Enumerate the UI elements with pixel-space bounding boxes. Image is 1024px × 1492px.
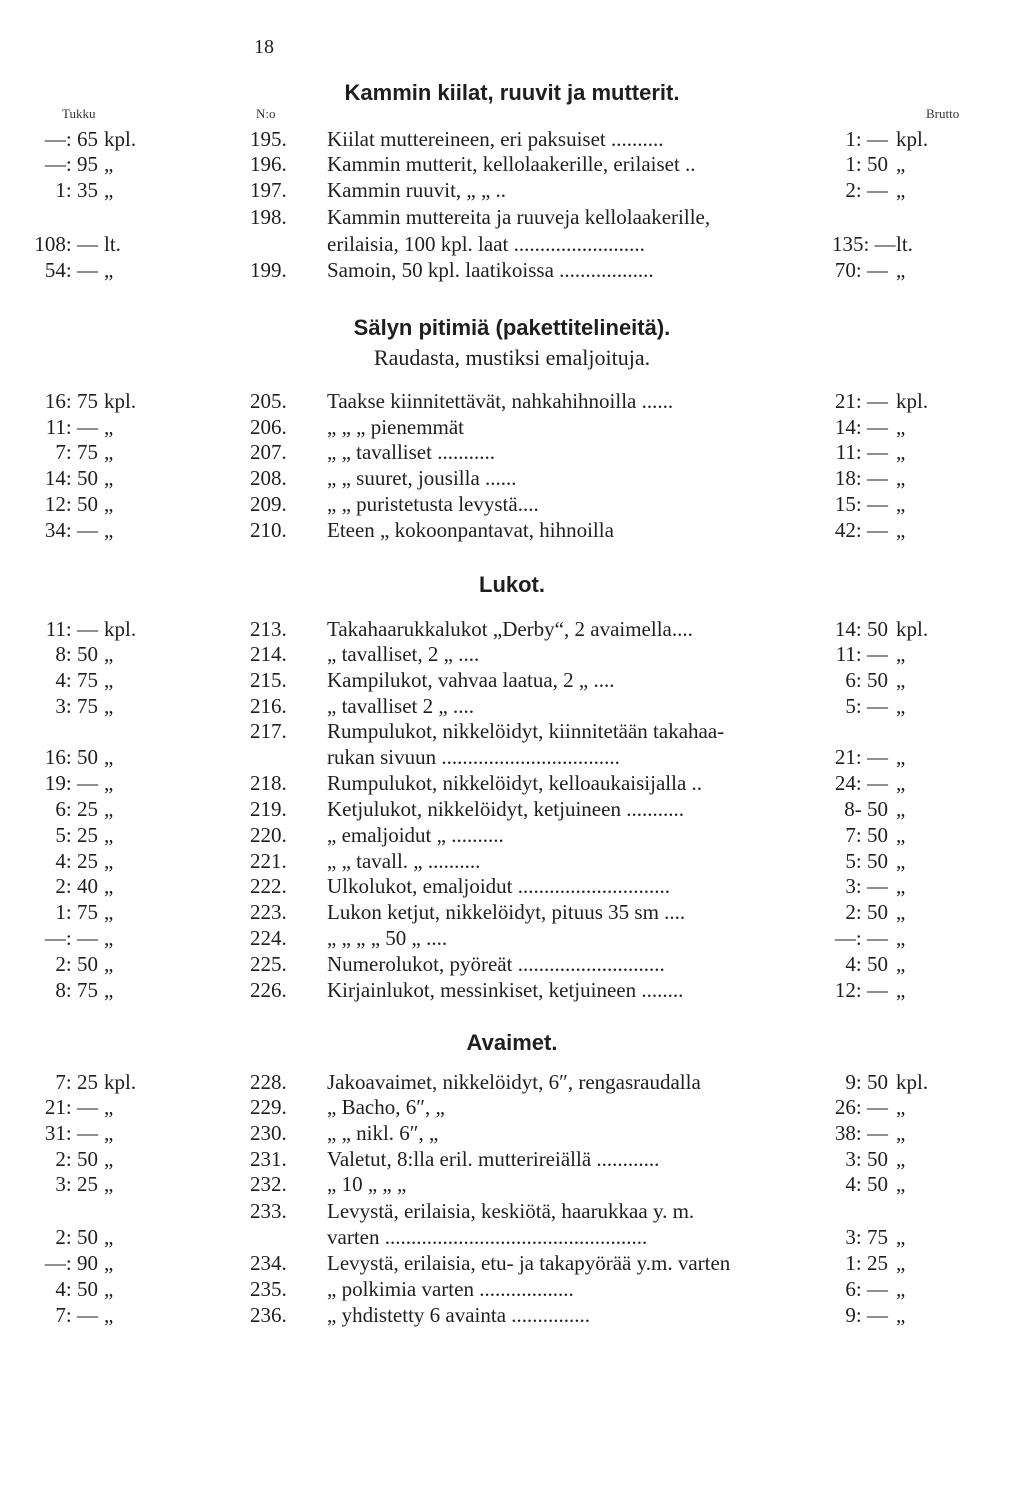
item-description: Rumpulukot, nikkelöidyt, kelloaukaisijalla .. xyxy=(327,771,703,795)
gross-price: 5: — xyxy=(845,694,888,718)
item-number: 207. xyxy=(250,440,287,464)
gross-unit: „ xyxy=(896,518,906,542)
gross-price: 4: 50 xyxy=(845,952,888,976)
wholesale-price: 8: 50 xyxy=(55,642,98,666)
item-number: 220. xyxy=(250,823,287,847)
price-row xyxy=(0,978,1024,1003)
wholesale-price: 11: — xyxy=(45,415,98,439)
wholesale-unit: „ xyxy=(104,178,114,202)
item-description: „ polkimia varten .................. xyxy=(327,1277,574,1301)
item-description: Taakse kiinnitettävät, nahkahihnoilla ...... xyxy=(327,389,674,413)
page-number: 18 xyxy=(254,36,274,58)
gross-unit: „ xyxy=(896,694,906,718)
gross-unit: „ xyxy=(896,642,906,666)
price-row xyxy=(0,797,1024,822)
gross-price: 21: — xyxy=(834,745,888,769)
gross-unit: „ xyxy=(896,874,906,898)
item-description: Valetut, 8:lla eril. mutterireiällä ............ xyxy=(327,1147,660,1171)
item-description: Numerolukot, pyöreät ............................ xyxy=(327,952,665,976)
gross-unit: „ xyxy=(896,1121,906,1145)
wholesale-price: 7: 25 xyxy=(55,1070,98,1094)
wholesale-price: 4: 75 xyxy=(55,668,98,692)
wholesale-price: 19: — xyxy=(44,771,98,795)
item-number: 221. xyxy=(250,849,287,873)
item-description: Kirjainlukot, messinkiset, ketjuineen ........ xyxy=(327,978,684,1002)
wholesale-price: 8: 75 xyxy=(55,978,98,1002)
item-description: Kampilukot, vahvaa laatua, 2 „ .... xyxy=(327,668,615,692)
item-description: Takahaarukkalukot „Derby“, 2 avaimella.... xyxy=(327,617,693,641)
gross-unit: „ xyxy=(896,1095,906,1119)
wholesale-unit: „ xyxy=(104,1303,114,1327)
wholesale-unit: „ xyxy=(104,745,114,769)
gross-unit: „ xyxy=(896,771,906,795)
wholesale-unit: „ xyxy=(104,492,114,516)
item-description: Samoin, 50 kpl. laatikoissa .................. xyxy=(327,258,654,282)
gross-unit: „ xyxy=(896,492,906,516)
header-no: N:o xyxy=(256,106,276,121)
wholesale-price: 1: 35 xyxy=(55,178,98,202)
wholesale-unit: „ xyxy=(104,694,114,718)
price-row xyxy=(0,719,1024,744)
item-description: „ emaljoidut „ .......... xyxy=(327,823,504,847)
item-number: 195. xyxy=(250,127,287,151)
price-row xyxy=(0,1095,1024,1120)
wholesale-price: 21: — xyxy=(44,1095,98,1119)
gross-unit: kpl. xyxy=(896,1070,929,1094)
wholesale-price: 108: — xyxy=(34,232,98,256)
item-number: 210. xyxy=(250,518,287,542)
item-number: 223. xyxy=(250,900,287,924)
item-description: „ tavalliset, 2 „ .... xyxy=(327,642,480,666)
item-description: „ „ suuret, jousilla ...... xyxy=(327,466,517,490)
gross-unit: „ xyxy=(896,1147,906,1171)
wholesale-price: 11: — xyxy=(45,617,98,641)
wholesale-unit: „ xyxy=(104,1225,114,1249)
item-number: 230. xyxy=(250,1121,287,1145)
item-description: rukan sivuun .................................. xyxy=(327,745,620,769)
item-number: 229. xyxy=(250,1095,287,1119)
wholesale-price: 3: 25 xyxy=(55,1172,98,1196)
wholesale-unit: „ xyxy=(104,518,114,542)
wholesale-unit: „ xyxy=(104,415,114,439)
gross-price: 3: 75 xyxy=(845,1225,888,1249)
gross-unit: „ xyxy=(896,1251,906,1275)
item-number: 215. xyxy=(250,668,287,692)
gross-price: 18: — xyxy=(834,466,888,490)
gross-price: 9: — xyxy=(845,1303,888,1327)
gross-price: 4: 50 xyxy=(845,1172,888,1196)
gross-price: 1: 25 xyxy=(845,1251,888,1275)
price-row xyxy=(0,205,1024,230)
item-number: 232. xyxy=(250,1172,287,1196)
price-row xyxy=(0,258,1024,283)
wholesale-unit: kpl. xyxy=(104,389,137,413)
item-description: Levystä, erilaisia, etu- ja takapyörää y.m. varten xyxy=(327,1251,731,1275)
item-number: 205. xyxy=(250,389,287,413)
wholesale-unit: „ xyxy=(104,952,114,976)
gross-price: 3: 50 xyxy=(845,1147,888,1171)
wholesale-unit: „ xyxy=(104,771,114,795)
header-tukku: Tukku xyxy=(62,106,96,121)
price-row xyxy=(0,617,1024,642)
wholesale-unit: „ xyxy=(104,874,114,898)
gross-unit: kpl. xyxy=(896,127,929,151)
gross-unit: „ xyxy=(896,797,906,821)
wholesale-unit: „ xyxy=(104,1121,114,1145)
wholesale-price: —: 90 xyxy=(44,1251,98,1275)
gross-price: 24: — xyxy=(834,771,888,795)
wholesale-price: 4: 50 xyxy=(55,1277,98,1301)
gross-unit: „ xyxy=(896,1277,906,1301)
wholesale-unit: „ xyxy=(104,900,114,924)
item-number: 209. xyxy=(250,492,287,516)
item-number: 217. xyxy=(250,719,287,743)
gross-unit: „ xyxy=(896,823,906,847)
gross-unit: „ xyxy=(896,668,906,692)
wholesale-unit: „ xyxy=(104,1147,114,1171)
wholesale-price: 14: 50 xyxy=(44,466,98,490)
gross-price: 8- 50 xyxy=(844,797,888,821)
item-description: „ „ tavalliset ........... xyxy=(327,440,495,464)
item-description: Ketjulukot, nikkelöidyt, ketjuineen ........... xyxy=(327,797,684,821)
gross-unit: „ xyxy=(896,745,906,769)
price-row xyxy=(0,1277,1024,1302)
item-description: „ Bacho, 6″, „ xyxy=(327,1095,445,1119)
wholesale-unit: „ xyxy=(104,466,114,490)
gross-unit: „ xyxy=(896,258,906,282)
wholesale-price: 34: — xyxy=(44,518,98,542)
wholesale-unit: „ xyxy=(104,849,114,873)
gross-price: 2: 50 xyxy=(845,900,888,924)
gross-price: 15: — xyxy=(834,492,888,516)
item-description: Rumpulukot, nikkelöidyt, kiinnitetään takahaa- xyxy=(327,719,725,743)
gross-price: 5: 50 xyxy=(845,849,888,873)
item-number: 198. xyxy=(250,205,287,229)
item-number: 225. xyxy=(250,952,287,976)
price-row xyxy=(0,127,1024,152)
gross-price: 1: 50 xyxy=(845,152,888,176)
price-row xyxy=(0,771,1024,796)
gross-price: 38: — xyxy=(834,1121,888,1145)
gross-unit: „ xyxy=(896,440,906,464)
wholesale-price: 1: 75 xyxy=(55,900,98,924)
wholesale-price: 31: — xyxy=(44,1121,98,1145)
wholesale-unit: „ xyxy=(104,258,114,282)
wholesale-price: 4: 25 xyxy=(55,849,98,873)
wholesale-unit: „ xyxy=(104,152,114,176)
price-row xyxy=(0,1147,1024,1172)
gross-price: 14: — xyxy=(834,415,888,439)
price-row xyxy=(0,1172,1024,1197)
gross-unit: „ xyxy=(896,1225,906,1249)
item-description: Lukon ketjut, nikkelöidyt, pituus 35 sm .... xyxy=(327,900,686,924)
price-row xyxy=(0,900,1024,925)
wholesale-unit: „ xyxy=(104,1251,114,1275)
wholesale-price: —: 95 xyxy=(44,152,98,176)
item-description: „ „ „ „ 50 „ .... xyxy=(327,926,448,950)
gross-price: 9: 50 xyxy=(845,1070,888,1094)
item-description: Kammin mutterit, kellolaakerille, erilaiset .. xyxy=(327,152,696,176)
gross-price: 21: — xyxy=(834,389,888,413)
section-title: Lukot. xyxy=(479,572,545,597)
item-number: 199. xyxy=(250,258,287,282)
wholesale-unit: „ xyxy=(104,1277,114,1301)
wholesale-price: 6: 25 xyxy=(55,797,98,821)
price-row xyxy=(0,178,1024,203)
wholesale-unit: kpl. xyxy=(104,617,137,641)
item-description: erilaisia, 100 kpl. laat ......................... xyxy=(327,232,645,256)
price-row xyxy=(0,152,1024,177)
section-subtitle: Raudasta, mustiksi emaljoituja. xyxy=(373,345,651,370)
price-row xyxy=(0,518,1024,543)
wholesale-unit: „ xyxy=(104,440,114,464)
gross-price: 12: — xyxy=(834,978,888,1002)
item-number: 219. xyxy=(250,797,287,821)
item-number: 226. xyxy=(250,978,287,1002)
item-description: „ „ tavall. „ .......... xyxy=(327,849,481,873)
wholesale-unit: „ xyxy=(104,642,114,666)
wholesale-unit: „ xyxy=(104,978,114,1002)
item-description: Jakoavaimet, nikkelöidyt, 6″, rengasraudalla xyxy=(327,1070,701,1094)
item-number: 216. xyxy=(250,694,287,718)
price-row xyxy=(0,823,1024,848)
item-description: varten .................................................. xyxy=(327,1225,648,1249)
wholesale-price: 16: 50 xyxy=(44,745,98,769)
item-description: „ „ puristetusta levystä.... xyxy=(327,492,539,516)
wholesale-unit: kpl. xyxy=(104,1070,137,1094)
wholesale-price: —: — xyxy=(44,926,98,950)
gross-unit: „ xyxy=(896,952,906,976)
wholesale-price: 16: 75 xyxy=(44,389,98,413)
wholesale-price: 3: 75 xyxy=(55,694,98,718)
item-number: 197. xyxy=(250,178,287,202)
wholesale-price: 5: 25 xyxy=(55,823,98,847)
item-number: 235. xyxy=(250,1277,287,1301)
price-row xyxy=(0,492,1024,517)
item-description: Eteen „ kokoonpantavat, hihnoilla xyxy=(327,518,614,542)
gross-price: —: — xyxy=(834,926,888,950)
item-description: „ „ „ pienemmät xyxy=(327,415,465,439)
wholesale-unit: „ xyxy=(104,797,114,821)
gross-unit: „ xyxy=(896,926,906,950)
item-description: Kammin muttereita ja ruuveja kellolaakerille, xyxy=(327,205,711,229)
item-number: 234. xyxy=(250,1251,287,1275)
wholesale-price: 2: 50 xyxy=(55,1147,98,1171)
wholesale-price: 2: 40 xyxy=(55,874,98,898)
gross-unit: „ xyxy=(896,178,906,202)
item-number: 206. xyxy=(250,415,287,439)
price-row xyxy=(0,466,1024,491)
gross-unit: „ xyxy=(896,978,906,1002)
price-row xyxy=(0,1303,1024,1328)
gross-unit: „ xyxy=(896,1303,906,1327)
item-number: 233. xyxy=(250,1199,287,1223)
gross-unit: „ xyxy=(896,415,906,439)
item-number: 196. xyxy=(250,152,287,176)
gross-unit: „ xyxy=(896,466,906,490)
price-row xyxy=(0,1199,1024,1224)
wholesale-price: 12: 50 xyxy=(44,492,98,516)
item-number: 222. xyxy=(250,874,287,898)
gross-price: 11: — xyxy=(835,440,888,464)
price-row xyxy=(0,232,1024,257)
gross-unit: kpl. xyxy=(896,617,929,641)
price-row xyxy=(0,1225,1024,1250)
item-description: „ 10 „ „ „ xyxy=(327,1172,407,1196)
wholesale-unit: „ xyxy=(104,926,114,950)
item-description: „ yhdistetty 6 avainta ............... xyxy=(327,1303,591,1327)
section-title: Avaimet. xyxy=(466,1030,558,1055)
gross-price: 135: — xyxy=(832,232,896,256)
gross-price: 26: — xyxy=(834,1095,888,1119)
price-row xyxy=(0,440,1024,465)
item-description: Levystä, erilaisia, keskiötä, haarukkaa y. m. xyxy=(327,1199,695,1223)
gross-price: 42: — xyxy=(834,518,888,542)
wholesale-price: 7: 75 xyxy=(55,440,98,464)
item-number: 213. xyxy=(250,617,287,641)
wholesale-price: —: 65 xyxy=(44,127,98,151)
item-number: 214. xyxy=(250,642,287,666)
price-row xyxy=(0,668,1024,693)
price-row xyxy=(0,849,1024,874)
wholesale-price: 54: — xyxy=(44,258,98,282)
gross-price: 14: 50 xyxy=(834,617,888,641)
price-row xyxy=(0,926,1024,951)
gross-unit: „ xyxy=(896,152,906,176)
wholesale-price: 2: 50 xyxy=(55,952,98,976)
gross-price: 6: 50 xyxy=(845,668,888,692)
item-number: 208. xyxy=(250,466,287,490)
section-title: Sälyn pitimiä (pakettitelineitä). xyxy=(353,315,671,340)
gross-unit: „ xyxy=(896,1172,906,1196)
item-number: 231. xyxy=(250,1147,287,1171)
header-brutto: Brutto xyxy=(926,106,960,121)
gross-unit: lt. xyxy=(896,232,913,256)
price-row xyxy=(0,1121,1024,1146)
gross-price: 7: 50 xyxy=(845,823,888,847)
wholesale-unit: kpl. xyxy=(104,127,137,151)
price-row xyxy=(0,642,1024,667)
price-row xyxy=(0,952,1024,977)
gross-unit: „ xyxy=(896,849,906,873)
gross-price: 11: — xyxy=(835,642,888,666)
gross-price: 1: — xyxy=(845,127,888,151)
wholesale-price: 2: 50 xyxy=(55,1225,98,1249)
item-description: „ tavalliset 2 „ .... xyxy=(327,694,474,718)
item-description: Ulkolukot, emaljoidut ............................. xyxy=(327,874,670,898)
wholesale-unit: lt. xyxy=(104,232,121,256)
item-number: 228. xyxy=(250,1070,287,1094)
price-row xyxy=(0,1070,1024,1095)
item-number: 218. xyxy=(250,771,287,795)
price-row xyxy=(0,694,1024,719)
item-description: Kammin ruuvit, „ „ .. xyxy=(327,178,507,202)
gross-price: 6: — xyxy=(845,1277,888,1301)
item-number: 224. xyxy=(250,926,287,950)
item-description: „ „ nikl. 6″, „ xyxy=(327,1121,439,1145)
wholesale-price: 7: — xyxy=(55,1303,98,1327)
wholesale-unit: „ xyxy=(104,1095,114,1119)
item-description: Kiilat muttereineen, eri paksuiset .......... xyxy=(327,127,664,151)
gross-price: 2: — xyxy=(845,178,888,202)
wholesale-unit: „ xyxy=(104,668,114,692)
gross-price: 70: — xyxy=(834,258,888,282)
wholesale-unit: „ xyxy=(104,823,114,847)
price-row xyxy=(0,1251,1024,1276)
gross-unit: „ xyxy=(896,900,906,924)
section-title: Kammin kiilat, ruuvit ja mutterit. xyxy=(344,80,680,105)
wholesale-unit: „ xyxy=(104,1172,114,1196)
item-number: 236. xyxy=(250,1303,287,1327)
gross-price: 3: — xyxy=(845,874,888,898)
gross-unit: kpl. xyxy=(896,389,929,413)
price-row xyxy=(0,874,1024,899)
price-row xyxy=(0,415,1024,440)
price-row xyxy=(0,745,1024,770)
price-row xyxy=(0,389,1024,414)
